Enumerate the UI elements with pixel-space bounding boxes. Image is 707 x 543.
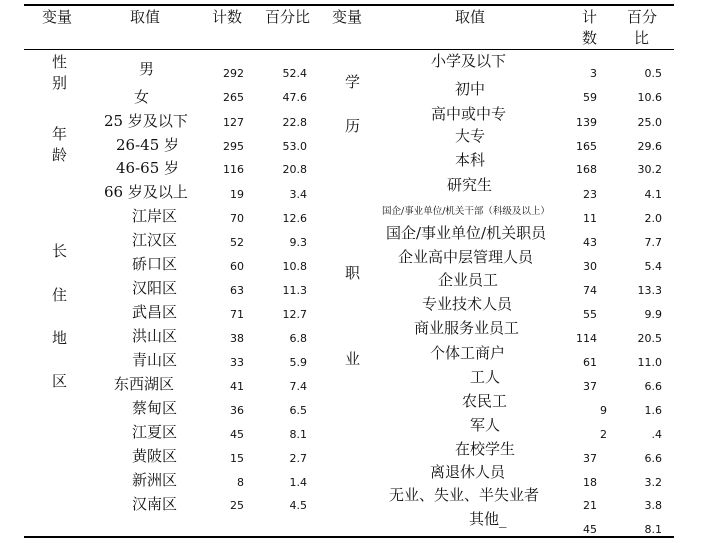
left-row-value: 46-65 岁 (116, 159, 180, 177)
right-row-value: 大专 (455, 127, 486, 145)
right-row-value: 工人 (470, 368, 501, 386)
left-row-percent: 7.4 (289, 380, 307, 393)
left-row-count: 265 (223, 91, 244, 104)
right-row-count: 18 (583, 476, 597, 489)
left-row-count: 63 (230, 284, 244, 297)
left-row-count: 70 (230, 212, 244, 225)
left-row-percent: 22.8 (282, 116, 307, 129)
left-row-percent: 52.4 (282, 67, 307, 80)
right-row-percent: 8.1 (644, 523, 662, 536)
left-row-count: 52 (230, 236, 244, 249)
left-row-value: 女 (134, 88, 150, 106)
right-row-count: 3 (590, 67, 597, 80)
top-rule (24, 4, 674, 6)
left-row-value: 江汉区 (132, 231, 178, 249)
right-row-percent: 3.8 (644, 499, 662, 512)
left-row-count: 33 (230, 356, 244, 369)
left-row-value: 男 (139, 60, 155, 78)
right-row-percent: 30.2 (637, 163, 662, 176)
group-age-char-1: 年 (52, 125, 68, 143)
right-row-percent: 13.3 (637, 284, 662, 297)
left-row-percent: 3.4 (289, 188, 307, 201)
right-row-value: 高中或中专 (431, 105, 507, 123)
left-row-count: 45 (230, 428, 244, 441)
left-row-value: 蔡甸区 (132, 399, 178, 417)
left-row-count: 127 (223, 116, 244, 129)
right-row-value: 无业、失业、半失业者 (389, 486, 540, 504)
left-row-count: 60 (230, 260, 244, 273)
left-row-value: 66 岁及以上 (104, 183, 188, 201)
left-row-value: 硚口区 (132, 255, 178, 273)
group-occupation-char-2: 业 (345, 350, 361, 368)
left-row-value: 25 岁及以下 (104, 112, 188, 130)
group-education-char-2: 历 (345, 117, 361, 135)
right-row-value: 在校学生 (455, 440, 516, 458)
left-row-percent: 12.6 (282, 212, 307, 225)
right-row-percent: 4.1 (644, 188, 662, 201)
left-row-percent: 47.6 (282, 91, 307, 104)
left-row-count: 292 (223, 67, 244, 80)
group-district-char-4: 区 (52, 372, 68, 390)
right-row-value: 小学及以下 (431, 52, 507, 70)
left-row-percent: 8.1 (289, 428, 307, 441)
right-row-value: 离退休人员 (430, 463, 506, 481)
right-row-count: 30 (583, 260, 597, 273)
right-row-count: 37 (583, 452, 597, 465)
right-row-percent: 10.6 (637, 91, 662, 104)
left-row-percent: 20.8 (282, 163, 307, 176)
header-percent-right-line2: 比 (634, 29, 650, 47)
group-occupation-char-1: 职 (345, 264, 361, 282)
right-row-percent: 7.7 (644, 236, 662, 249)
header-count-right-line2: 数 (582, 29, 598, 47)
right-row-percent: .4 (651, 428, 662, 441)
right-row-count: 165 (576, 140, 597, 153)
right-row-count: 21 (583, 499, 597, 512)
right-row-value: 其他_ (469, 510, 507, 528)
right-row-count: 74 (583, 284, 597, 297)
header-value-right: 取值 (455, 8, 486, 26)
left-row-count: 15 (230, 452, 244, 465)
right-row-percent: 29.6 (637, 140, 662, 153)
right-row-value: 研究生 (447, 176, 493, 194)
right-row-value: 初中 (455, 80, 486, 98)
left-row-count: 71 (230, 308, 244, 321)
right-row-value: 企业高中层管理人员 (398, 248, 534, 266)
header-variable-left: 变量 (42, 8, 73, 26)
left-row-count: 38 (230, 332, 244, 345)
left-row-percent: 5.9 (289, 356, 307, 369)
right-row-value: 国企/事业单位/机关职员 (386, 224, 547, 242)
right-row-count: 168 (576, 163, 597, 176)
right-row-count: 9 (600, 404, 607, 417)
right-row-value: 农民工 (462, 392, 508, 410)
left-row-count: 36 (230, 404, 244, 417)
left-row-percent: 6.5 (289, 404, 307, 417)
left-row-count: 295 (223, 140, 244, 153)
left-row-count: 8 (237, 476, 244, 489)
left-row-value: 武昌区 (132, 303, 178, 321)
header-count-right-line1: 计 (582, 8, 598, 26)
left-row-count: 25 (230, 499, 244, 512)
right-row-value: 企业员工 (438, 271, 499, 289)
right-row-percent: 5.4 (644, 260, 662, 273)
right-row-percent: 0.5 (644, 67, 662, 80)
header-value-left: 取值 (130, 8, 161, 26)
right-row-percent: 6.6 (644, 380, 662, 393)
header-count-left: 计数 (212, 8, 243, 26)
right-row-value: 个体工商户 (430, 344, 506, 362)
left-row-percent: 4.5 (289, 499, 307, 512)
right-row-value: 国企/事业单位/机关干部（科级及以上） (382, 206, 550, 217)
right-row-percent: 9.9 (644, 308, 662, 321)
right-row-value: 本科 (455, 151, 486, 169)
left-row-value: 26-45 岁 (116, 136, 180, 154)
left-row-percent: 9.3 (289, 236, 307, 249)
group-age-char-2: 龄 (52, 146, 68, 164)
bottom-rule (24, 536, 674, 538)
left-row-percent: 10.8 (282, 260, 307, 273)
right-row-value: 军人 (470, 416, 501, 434)
right-row-percent: 2.0 (644, 212, 662, 225)
right-row-count: 23 (583, 188, 597, 201)
left-row-percent: 6.8 (289, 332, 307, 345)
header-percent-right-line1: 百分 (627, 8, 658, 26)
right-row-count: 45 (583, 523, 597, 536)
left-row-value: 黄陂区 (132, 447, 178, 465)
right-row-count: 55 (583, 308, 597, 321)
left-row-value: 洪山区 (132, 327, 178, 345)
header-percent-left: 百分比 (265, 8, 311, 26)
right-row-count: 37 (583, 380, 597, 393)
right-row-count: 2 (600, 428, 607, 441)
right-row-count: 43 (583, 236, 597, 249)
left-row-value: 江岸区 (132, 207, 178, 225)
header-variable-right: 变量 (332, 8, 363, 26)
group-gender-char-2: 别 (52, 74, 68, 92)
left-row-value: 东西湖区 (114, 375, 175, 393)
left-row-percent: 1.4 (289, 476, 307, 489)
right-row-percent: 1.6 (644, 404, 662, 417)
right-row-count: 61 (583, 356, 597, 369)
right-row-value: 专业技术人员 (422, 295, 513, 313)
left-row-value: 汉南区 (132, 495, 178, 513)
left-row-percent: 53.0 (282, 140, 307, 153)
left-row-value: 新洲区 (132, 471, 178, 489)
group-district-char-2: 住 (52, 286, 68, 304)
left-row-count: 19 (230, 188, 244, 201)
left-row-percent: 2.7 (289, 452, 307, 465)
group-gender-char-1: 性 (52, 53, 68, 71)
right-row-percent: 11.0 (637, 356, 662, 369)
left-row-percent: 11.3 (282, 284, 307, 297)
right-row-count: 11 (583, 212, 597, 225)
left-row-value: 青山区 (132, 351, 178, 369)
right-row-percent: 20.5 (637, 332, 662, 345)
right-row-count: 139 (576, 116, 597, 129)
right-row-percent: 3.2 (644, 476, 662, 489)
left-row-value: 江夏区 (132, 423, 178, 441)
group-district-char-1: 长 (52, 242, 68, 260)
header-rule (24, 49, 674, 50)
right-row-count: 59 (583, 91, 597, 104)
left-row-value: 汉阳区 (132, 279, 178, 297)
right-row-count: 114 (576, 332, 597, 345)
left-row-count: 41 (230, 380, 244, 393)
left-row-percent: 12.7 (282, 308, 307, 321)
group-district-char-3: 地 (52, 329, 68, 347)
left-row-count: 116 (223, 163, 244, 176)
right-row-percent: 6.6 (644, 452, 662, 465)
group-education-char-1: 学 (345, 73, 361, 91)
right-row-percent: 25.0 (637, 116, 662, 129)
right-row-value: 商业服务业员工 (414, 319, 520, 337)
